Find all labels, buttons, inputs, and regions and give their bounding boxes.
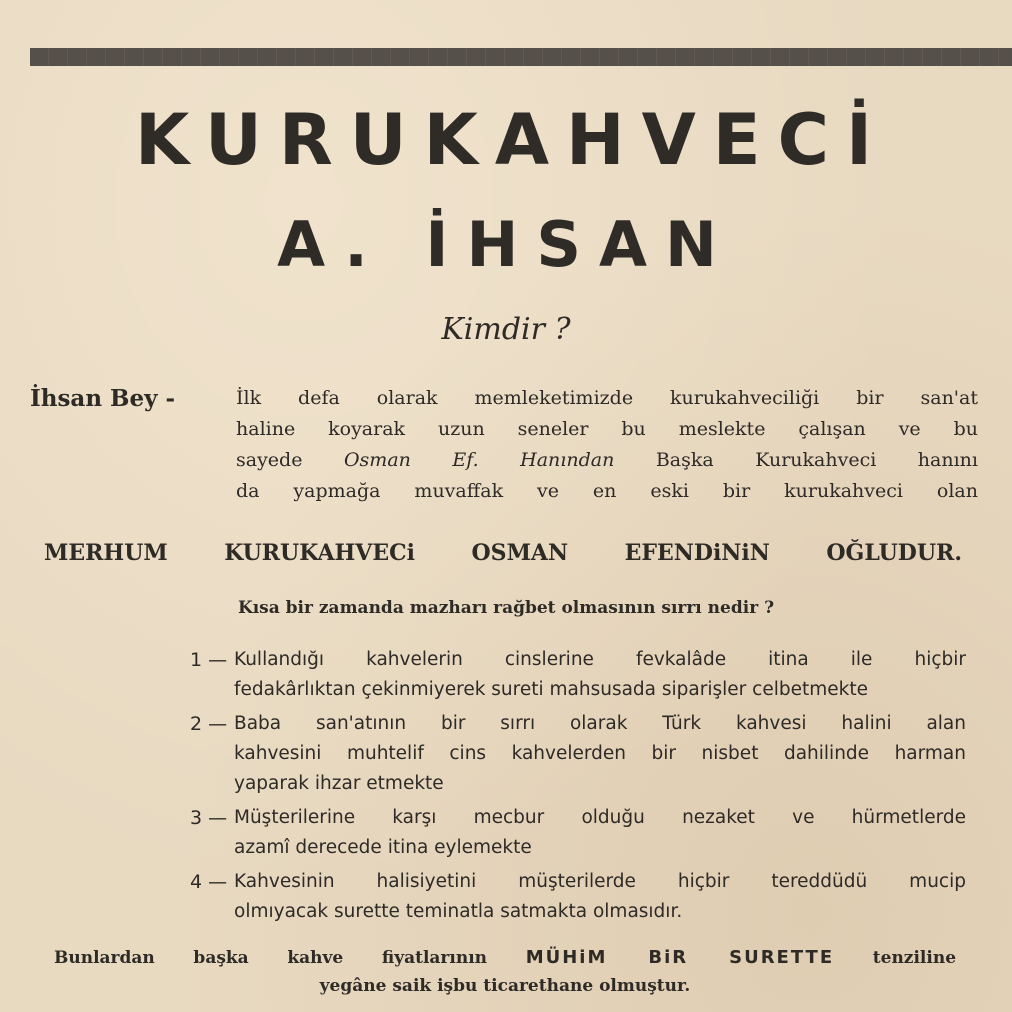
intro-paragraph	[236, 383, 978, 507]
intro-line-2: haline koyarak uzun seneler bu meslekte çalışan ve bu	[236, 418, 978, 440]
intro-line-3-italic: Osman Ef. Hanından	[343, 449, 615, 471]
headline-question: Kimdir ?	[441, 312, 571, 347]
reason-item-1	[190, 645, 966, 705]
intro-line-1: İlk defa olarak memleketimizde kurukahveciliği bir san'at	[236, 387, 978, 409]
closing-statement	[54, 944, 956, 1000]
intro-line-3-start: sayede	[236, 449, 303, 471]
top-rule	[30, 48, 1012, 66]
reason-item-3	[190, 803, 966, 863]
reason-line: fedakârlıktan çekinmiyerek sureti mahsusada siparişler celbetmekte	[234, 679, 868, 700]
reason-line: Müşterilerine karşı mecbur olduğu nezaket ve hürmetlerde	[234, 807, 966, 828]
reason-number: 4 —	[190, 871, 228, 893]
reasons-list	[190, 645, 966, 931]
intro-line-3-end: Başka Kurukahveci hanını	[655, 449, 978, 471]
intro-line-4: da yapmağa muvaffak ve en eski bir kurukahveci olan	[236, 480, 978, 502]
reason-text	[234, 645, 966, 705]
merhum-statement: MERHUM KURUKAHVECi OSMAN EFENDiNiN OĞLUDUR.	[44, 540, 962, 566]
reason-line: kahvesini muhtelif cins kahvelerden bir nisbet dahilinde harman	[234, 743, 966, 764]
reason-text	[234, 803, 966, 863]
closing-line-1	[54, 944, 956, 972]
headline-name: A. İHSAN	[277, 208, 735, 281]
reason-line: Baba san'atının bir sırrı olarak Türk kahvesi halini alan	[234, 713, 966, 734]
closing-emphasis: MÜHiM BiR SURETTE	[525, 947, 835, 968]
headline-title: KURUKAHVECİ	[134, 99, 889, 181]
intro-label: İhsan Bey -	[30, 385, 176, 412]
reason-number: 1 —	[190, 649, 228, 671]
reason-line: Kullandığı kahvelerin cinslerine fevkalâde itina ile hiçbir	[234, 649, 966, 670]
closing-line-2: yegâne saik işbu ticarethane olmuştur.	[319, 976, 691, 996]
secret-question: Kısa bir zamanda mazharı rağbet olmasının sırrı nedir ?	[237, 598, 775, 618]
closing-part-1: Bunlardan başka kahve fiyatlarının	[54, 948, 488, 968]
reason-line: azamî derecede itina eylemekte	[234, 837, 532, 858]
reason-text	[234, 867, 966, 927]
closing-part-2: tenziline	[872, 948, 957, 968]
intro-line-3	[236, 445, 978, 476]
reason-item-4	[190, 867, 966, 927]
reason-line: yaparak ihzar etmekte	[234, 773, 444, 794]
reason-line: Kahvesinin halisiyetini müşterilerde hiçbir tereddüdü mucip	[234, 871, 966, 892]
reason-text	[234, 709, 966, 799]
reason-number: 2 —	[190, 713, 228, 735]
reason-number: 3 —	[190, 807, 228, 829]
reason-line: olmıyacak surette teminatla satmakta olmasıdır.	[234, 901, 683, 922]
reason-item-2	[190, 709, 966, 799]
